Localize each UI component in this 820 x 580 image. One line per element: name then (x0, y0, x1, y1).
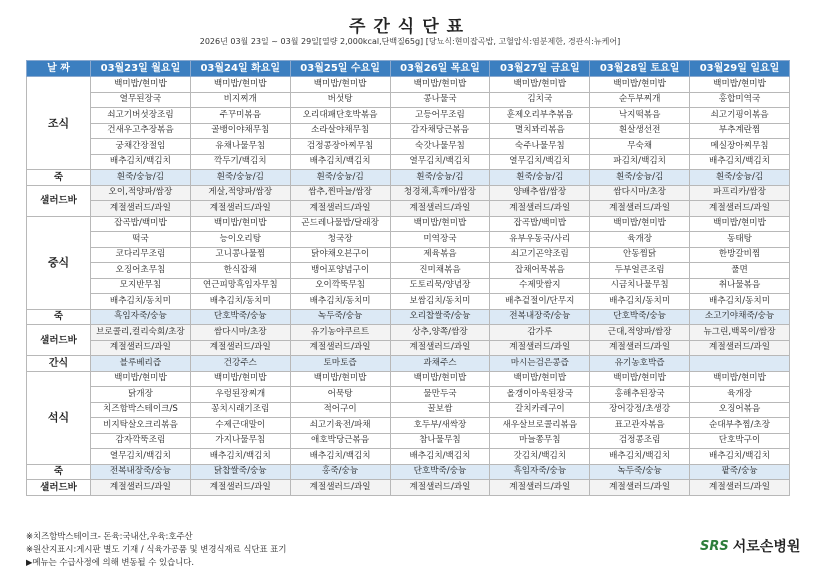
porridge-label: 죽 (27, 170, 91, 186)
snack-row (27, 356, 790, 372)
salad-cell: 계절샐러드/과일 (290, 340, 390, 356)
menu-cell: 고등어무조림 (390, 108, 490, 124)
menu-cell: 메실장아찌무침 (690, 139, 790, 155)
salad-cell: 계절샐러드/과일 (490, 201, 590, 217)
menu-cell: 두부얼큰조림 (590, 263, 690, 279)
porridge-label: 죽 (27, 309, 91, 325)
menu-cell: 갓김치/백김치 (490, 449, 590, 465)
menu-cell: 호두부/새싹장 (390, 418, 490, 434)
menu-cell: 수제맛쌈지 (490, 278, 590, 294)
menu-cell: 백미밥/현미밥 (390, 77, 490, 93)
salad-cell: 계절샐러드/과일 (590, 201, 690, 217)
porridge-cell: 흰죽/숭늉/김 (490, 170, 590, 186)
menu-cell: 깍두기/백김치 (190, 154, 290, 170)
menu-cell: 백미밥/현미밥 (91, 371, 191, 387)
menu-cell: 백미밥/현미밥 (91, 77, 191, 93)
salad-cell: 감가루 (490, 325, 590, 341)
menu-cell: 단호박구이 (690, 433, 790, 449)
porridge-cell: 단호박죽/숭늉 (190, 309, 290, 325)
menu-cell: 백미밥/현미밥 (390, 216, 490, 232)
salad-cell: 계절샐러드/과일 (690, 340, 790, 356)
porridge-cell: 단호박죽/숭늉 (590, 309, 690, 325)
salad-cell: 계절샐러드/과일 (190, 480, 290, 496)
porridge-cell: 흑임자죽/숭늉 (91, 309, 191, 325)
menu-cell: 순대부추찜/초장 (690, 418, 790, 434)
salad-cell: 쌈다시마/초장 (590, 185, 690, 201)
menu-row (27, 232, 790, 248)
menu-cell: 숙갓나물무침 (390, 139, 490, 155)
menu-cell: 시금치나물무침 (590, 278, 690, 294)
menu-cell: 배추김치/백김치 (290, 449, 390, 465)
day-header: 03월25일 수요일 (290, 61, 390, 77)
salad-cell: 계절샐러드/과일 (390, 480, 490, 496)
menu-cell: 수제근대말이 (190, 418, 290, 434)
menu-cell: 배추김치/동치미 (91, 294, 191, 310)
menu-cell: 쇠고기핑이볶음 (690, 108, 790, 124)
menu-cell: 배추겉절이/단무지 (490, 294, 590, 310)
footer-origin-note: ※치즈함박스테이크- 돈육:국내산,우육:호주산 (26, 531, 193, 541)
menu-cell: 백미밥/현미밥 (190, 77, 290, 93)
menu-cell: 육개장 (590, 232, 690, 248)
snack-cell: 마시는검은콩즙 (490, 356, 590, 372)
menu-cell: 백미밥/현미밥 (290, 371, 390, 387)
salad-cell: 파프리카/쌈장 (690, 185, 790, 201)
salad-cell: 계절샐러드/과일 (590, 340, 690, 356)
menu-cell: 떡국 (91, 232, 191, 248)
menu-row (27, 92, 790, 108)
porridge-label: 죽 (27, 464, 91, 480)
menu-cell: 코다리무조림 (91, 247, 191, 263)
snack-cell: 유기농호박즙 (590, 356, 690, 372)
menu-cell: 배추김치/백김치 (91, 154, 191, 170)
menu-cell: 숙주나물무침 (490, 139, 590, 155)
day-header: 03월27일 금요일 (490, 61, 590, 77)
porridge-cell: 흰죽/숭늉/김 (690, 170, 790, 186)
menu-cell: 열무된장국 (91, 92, 191, 108)
menu-cell: 궁채간장절임 (91, 139, 191, 155)
menu-cell: 애호박당근볶음 (290, 433, 390, 449)
menu-cell: 제육볶음 (390, 247, 490, 263)
menu-cell: 풀면 (690, 263, 790, 279)
salad-cell: 계절샐러드/과일 (690, 480, 790, 496)
porridge-row (27, 309, 790, 325)
menu-cell: 주꾸미볶음 (190, 108, 290, 124)
date-corner-label: 날 짜 (27, 61, 91, 77)
salad-row (27, 325, 790, 341)
menu-cell: 어묵탕 (290, 387, 390, 403)
menu-cell: 가지나물무침 (190, 433, 290, 449)
menu-cell: 한식잡채 (190, 263, 290, 279)
menu-cell: 배추김치/백김치 (690, 449, 790, 465)
menu-row (27, 123, 790, 139)
day-header: 03월24일 화요일 (190, 61, 290, 77)
menu-cell: 소라살야채무침 (290, 123, 390, 139)
menu-cell: 배추김치/동치미 (590, 294, 690, 310)
porridge-cell: 전복내장죽/숭늉 (490, 309, 590, 325)
menu-cell: 훈제오리부추볶음 (490, 108, 590, 124)
menu-cell: 백미밥/현미밥 (290, 77, 390, 93)
menu-row (27, 294, 790, 310)
menu-cell: 배추김치/백김치 (590, 449, 690, 465)
menu-cell: 배추김치/동치미 (690, 294, 790, 310)
menu-cell: 마늘쫑무침 (490, 433, 590, 449)
menu-row (27, 278, 790, 294)
salad-cell: 계절샐러드/과일 (290, 480, 390, 496)
page-title: 주간식단표 (348, 17, 472, 37)
menu-cell: 표고관자볶음 (590, 418, 690, 434)
menu-cell: 홍해추된장국 (590, 387, 690, 403)
menu-cell: 꽁치시래기조림 (190, 402, 290, 418)
menu-cell: 백미밥/현미밥 (190, 216, 290, 232)
salad-cell: 계절샐러드/과일 (690, 201, 790, 217)
hospital-logo (700, 536, 800, 556)
menu-cell: 백미밥/현미밥 (690, 77, 790, 93)
snack-cell (690, 356, 790, 372)
menu-cell: 무숙채 (590, 139, 690, 155)
menu-cell: 닭야채오븐구이 (290, 247, 390, 263)
meal-label-breakfast: 조식 (27, 77, 91, 170)
menu-cell: 보쌈김치/동치미 (390, 294, 490, 310)
menu-cell: 안동찜닭 (590, 247, 690, 263)
salad-cell: 계절샐러드/과일 (91, 480, 191, 496)
salad-row (27, 201, 790, 217)
menu-cell: 부추계란찜 (690, 123, 790, 139)
menu-cell: 연근피망흑임자무침 (190, 278, 290, 294)
day-header: 03월28일 토요일 (590, 61, 690, 77)
porridge-cell: 흑임자죽/숭늉 (490, 464, 590, 480)
salad-row (27, 340, 790, 356)
salad-cell: 계절샐러드/과일 (91, 201, 191, 217)
menu-cell: 배추김치/동치미 (190, 294, 290, 310)
porridge-cell: 소고기야채죽/숭늉 (690, 309, 790, 325)
logo-mark-icon: SRS (700, 538, 729, 554)
menu-cell: 비지찌개 (190, 92, 290, 108)
salad-cell: 유기농야쿠르트 (290, 325, 390, 341)
menu-cell: 쇠고기버섯장조림 (91, 108, 191, 124)
menu-cell: 백미밥/현미밥 (590, 216, 690, 232)
menu-cell: 감자깍뚝조림 (91, 433, 191, 449)
footer-origin-display-note: ※원산지표시:게시판 별도 기재 / 식육가공품 및 변경식재료 식단표 표기 (26, 544, 287, 554)
menu-cell: 백미밥/현미밥 (690, 371, 790, 387)
salad-cell: 계절샐러드/과일 (490, 340, 590, 356)
menu-cell: 닭개장 (91, 387, 191, 403)
salad-cell: 계절샐러드/과일 (490, 480, 590, 496)
porridge-cell: 홍죽/숭늉 (290, 464, 390, 480)
snack-cell: 토마토즙 (290, 356, 390, 372)
menu-cell: 유부우동국/사리 (490, 232, 590, 248)
porridge-cell: 흰죽/숭늉/김 (390, 170, 490, 186)
menu-cell: 백미밥/현미밥 (390, 371, 490, 387)
menu-cell: 열무김치/백김치 (390, 154, 490, 170)
menu-cell: 새우살브로콜리볶음 (490, 418, 590, 434)
menu-cell: 열무김치/백김치 (490, 154, 590, 170)
menu-cell: 치즈함박스테이크/S (91, 402, 191, 418)
salad-cell: 청경채,흑깨아/쌈장 (390, 185, 490, 201)
menu-cell: 적어구이 (290, 402, 390, 418)
meal-label-lunch: 중식 (27, 216, 91, 309)
porridge-cell: 오리찹쌀죽/숭늉 (390, 309, 490, 325)
day-header: 03월23일 월요일 (91, 61, 191, 77)
menu-row (27, 108, 790, 124)
menu-cell: 낙지떡볶음 (590, 108, 690, 124)
menu-cell: 검정콩조림 (590, 433, 690, 449)
snack-label: 간식 (27, 356, 91, 372)
menu-cell: 도토리묵/양념장 (390, 278, 490, 294)
menu-cell: 오리대패단호박볶음 (290, 108, 390, 124)
menu-cell: 백미밥/현미밥 (490, 371, 590, 387)
menu-row (27, 247, 790, 263)
salad-cell: 오이,적양파/쌈장 (91, 185, 191, 201)
menu-cell: 장어강정/초생강 (590, 402, 690, 418)
snack-cell: 건강주스 (190, 356, 290, 372)
menu-cell: 유채나물무침 (190, 139, 290, 155)
menu-body (27, 77, 790, 496)
menu-cell: 흰살생선전 (590, 123, 690, 139)
menu-cell: 올갱이아욱된장국 (490, 387, 590, 403)
salad-cell: 계절샐러드/과일 (91, 340, 191, 356)
day-header: 03월29일 일요일 (690, 61, 790, 77)
salad-cell: 계절샐러드/과일 (590, 480, 690, 496)
salad-cell: 브로콜리,컬리숙회/초장 (91, 325, 191, 341)
menu-cell: 능이오리탕 (190, 232, 290, 248)
menu-cell: 육개장 (690, 387, 790, 403)
menu-cell: 백미밥/현미밥 (590, 77, 690, 93)
salad-row (27, 185, 790, 201)
salad-bar-label: 샐러드바 (27, 185, 91, 216)
snack-cell: 과채주스 (390, 356, 490, 372)
menu-row (27, 387, 790, 403)
menu-cell: 모지반무침 (91, 278, 191, 294)
salad-cell: 쌈다시마/초장 (190, 325, 290, 341)
snack-cell: 블루베리즙 (91, 356, 191, 372)
menu-cell: 백미밥/현미밥 (490, 77, 590, 93)
menu-row (27, 263, 790, 279)
menu-cell: 참나물무침 (390, 433, 490, 449)
menu-cell: 쇠고기곤약조림 (490, 247, 590, 263)
menu-row (27, 433, 790, 449)
menu-row (27, 139, 790, 155)
menu-cell: 청국장 (290, 232, 390, 248)
menu-cell: 잡곡밥/백미밥 (490, 216, 590, 232)
porridge-cell: 흰죽/숭늉/김 (290, 170, 390, 186)
menu-cell: 진미채볶음 (390, 263, 490, 279)
menu-cell: 오징어초무침 (91, 263, 191, 279)
porridge-cell: 전복내장죽/숭늉 (91, 464, 191, 480)
salad-cell: 뉴그린,백목이/쌈장 (690, 325, 790, 341)
menu-row (27, 371, 790, 387)
menu-cell: 비지탁살오크리볶음 (91, 418, 191, 434)
menu-row (27, 449, 790, 465)
menu-cell: 오이깍뚝무침 (290, 278, 390, 294)
menu-cell: 꿀보쌈 (390, 402, 490, 418)
salad-cell: 근대,적양파/쌈장 (590, 325, 690, 341)
menu-table (26, 60, 790, 496)
porridge-cell: 팥죽/숭늉 (690, 464, 790, 480)
menu-cell: 배추김치/백김치 (290, 154, 390, 170)
menu-cell: 감자채당근볶음 (390, 123, 490, 139)
menu-cell: 잡채어묵볶음 (490, 263, 590, 279)
footer-change-note: ▶메뉴는 수급사정에 의해 변동될 수 있습니다. (26, 557, 195, 567)
menu-cell: 동태탕 (690, 232, 790, 248)
porridge-cell: 단호박죽/숭늉 (390, 464, 490, 480)
porridge-cell: 흰죽/숭늉/김 (590, 170, 690, 186)
salad-cell: 게살,적양파/쌈장 (190, 185, 290, 201)
menu-cell: 배추김치/백김치 (390, 449, 490, 465)
salad-cell: 양배추쌈/쌈장 (490, 185, 590, 201)
menu-cell: 버섯탕 (290, 92, 390, 108)
salad-cell: 계절샐러드/과일 (190, 201, 290, 217)
porridge-row (27, 170, 790, 186)
menu-cell: 잡곡밥/백미밥 (91, 216, 191, 232)
menu-cell: 뱅어포양념구이 (290, 263, 390, 279)
salad-cell: 계절샐러드/과일 (390, 201, 490, 217)
salad-cell: 계절샐러드/과일 (190, 340, 290, 356)
menu-cell: 물만두국 (390, 387, 490, 403)
menu-cell: 파김치/백김치 (590, 154, 690, 170)
menu-cell: 취나물볶음 (690, 278, 790, 294)
menu-row (27, 154, 790, 170)
menu-cell: 백미밥/현미밥 (590, 371, 690, 387)
menu-cell: 콩나물국 (390, 92, 490, 108)
menu-cell: 순두부찌개 (590, 92, 690, 108)
menu-cell: 건새우고추장볶음 (91, 123, 191, 139)
porridge-cell: 녹두죽/숭늉 (290, 309, 390, 325)
meal-label-dinner: 석식 (27, 371, 91, 464)
salad-bar-label: 샐러드바 (27, 480, 91, 496)
porridge-cell: 흰죽/숭늉/김 (190, 170, 290, 186)
menu-cell: 멸치꽈리볶음 (490, 123, 590, 139)
porridge-row (27, 464, 790, 480)
porridge-cell: 닭찹쌀죽/숭늉 (190, 464, 290, 480)
menu-cell: 한방갈비찜 (690, 247, 790, 263)
salad-bar-label: 샐러드바 (27, 325, 91, 356)
menu-row (27, 216, 790, 232)
salad-cell: 상추,양쪽/쌈장 (390, 325, 490, 341)
menu-cell: 쇠고기육전/파채 (290, 418, 390, 434)
menu-cell: 검정콩장아찌무침 (290, 139, 390, 155)
menu-cell: 갈치카레구이 (490, 402, 590, 418)
menu-cell: 골뱅이야채무침 (190, 123, 290, 139)
menu-cell: 미역장국 (390, 232, 490, 248)
menu-cell: 백미밥/현미밥 (690, 216, 790, 232)
menu-cell: 백미밥/현미밥 (190, 371, 290, 387)
menu-cell: 열무김치/백김치 (91, 449, 191, 465)
menu-cell: 홍합미역국 (690, 92, 790, 108)
porridge-cell: 녹두죽/숭늉 (590, 464, 690, 480)
menu-row (27, 418, 790, 434)
salad-row (27, 480, 790, 496)
porridge-cell: 흰죽/숭늉/김 (91, 170, 191, 186)
day-header: 03월26일 목요일 (390, 61, 490, 77)
menu-cell: 오징어볶음 (690, 402, 790, 418)
menu-cell: 고니콩나물찜 (190, 247, 290, 263)
menu-row (27, 402, 790, 418)
salad-cell: 계절샐러드/과일 (290, 201, 390, 217)
menu-cell: 우렁된장찌개 (190, 387, 290, 403)
menu-cell: 곤드레나물밥/달래장 (290, 216, 390, 232)
menu-cell: 배추김치/백김치 (690, 154, 790, 170)
menu-cell: 배추김치/동치미 (290, 294, 390, 310)
date-header-row (27, 61, 790, 77)
menu-cell: 배추김치/백김치 (190, 449, 290, 465)
salad-cell: 계절샐러드/과일 (390, 340, 490, 356)
menu-row (27, 77, 790, 93)
salad-cell: 쌈추,찐마늘/쌈장 (290, 185, 390, 201)
hospital-name: 서로손병원 (732, 539, 801, 555)
page-subtitle: 2026년 03월 23일 ~ 03월 29일[열량 2,000kcal,단백질65g] [당뇨식:현미잡곡밥, 고혈압식:염분제한, 경관식:뉴케어] (199, 37, 621, 46)
menu-cell: 김치국 (490, 92, 590, 108)
